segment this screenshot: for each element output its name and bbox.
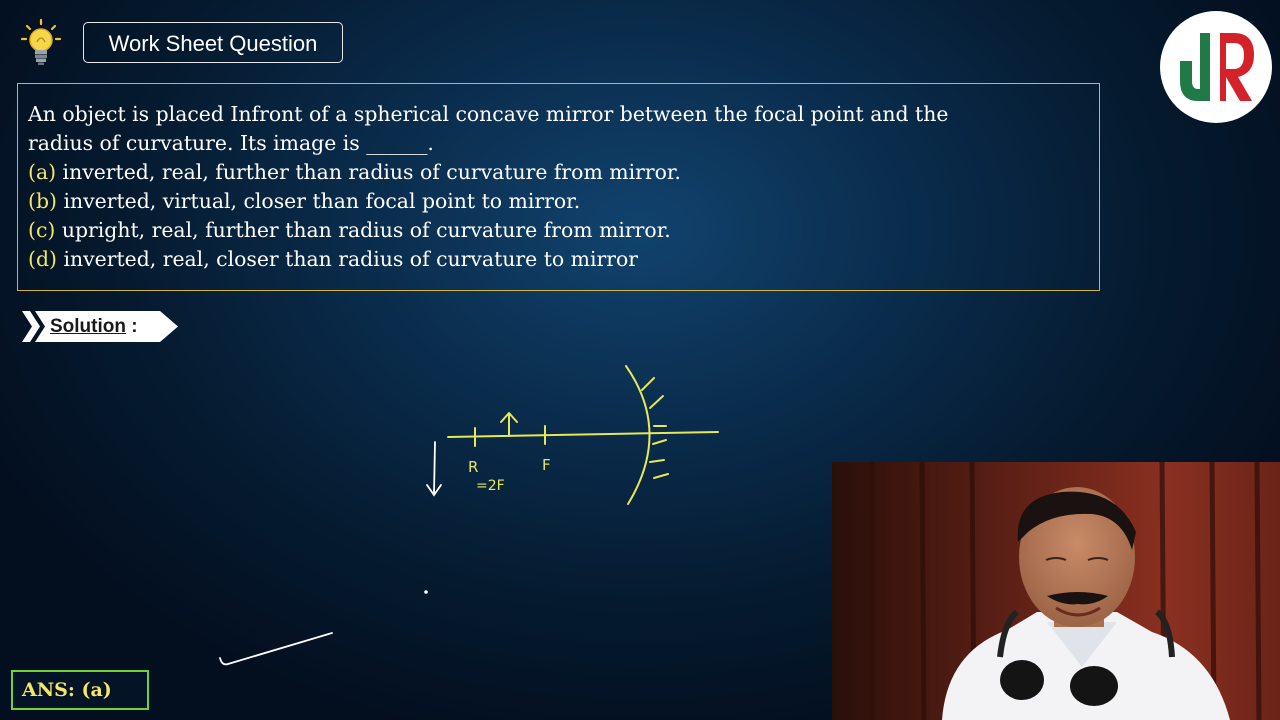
pen-strokes bbox=[210, 580, 450, 680]
lightbulb-icon bbox=[20, 18, 62, 66]
question-stem-line-2: radius of curvature. Its image is ______. bbox=[28, 131, 434, 155]
option-c-text: upright, real, further than radius of curvature from mirror. bbox=[55, 218, 671, 242]
option-a-letter: (a) bbox=[28, 160, 57, 184]
concave-mirror-diagram bbox=[410, 360, 730, 520]
worksheet-title: Work Sheet Question bbox=[83, 22, 343, 63]
solution-colon: : bbox=[125, 316, 138, 337]
principal-axis bbox=[448, 432, 718, 437]
option-b-text: inverted, virtual, closer than focal point to mirror. bbox=[56, 189, 581, 213]
option-b-letter: (b) bbox=[28, 189, 57, 213]
presenter-video bbox=[832, 462, 1280, 720]
label-2f: =2F bbox=[476, 478, 505, 494]
option-a bbox=[28, 158, 1089, 187]
option-b bbox=[28, 187, 1089, 216]
question-box bbox=[17, 83, 1100, 291]
image-arrow-shaft bbox=[434, 442, 435, 494]
solution-label bbox=[50, 314, 138, 340]
label-r: R bbox=[468, 458, 479, 476]
channel-logo-icon bbox=[1160, 11, 1272, 123]
option-c-letter: (c) bbox=[28, 218, 56, 242]
label-f: F bbox=[542, 456, 551, 474]
solution-word: Solution bbox=[50, 316, 126, 337]
option-d-text: inverted, real, closer than radius of curvature to mirror bbox=[56, 247, 639, 271]
question-stem-line-1: An object is placed Infront of a spherical concave mirror between the focal point and the bbox=[28, 102, 949, 126]
option-d bbox=[28, 245, 1089, 274]
option-d-letter: (d) bbox=[28, 247, 57, 271]
option-a-text: inverted, real, further than radius of curvature from mirror. bbox=[56, 160, 681, 184]
option-c bbox=[28, 216, 1089, 245]
answer-box: ANS: (a) bbox=[11, 670, 149, 710]
